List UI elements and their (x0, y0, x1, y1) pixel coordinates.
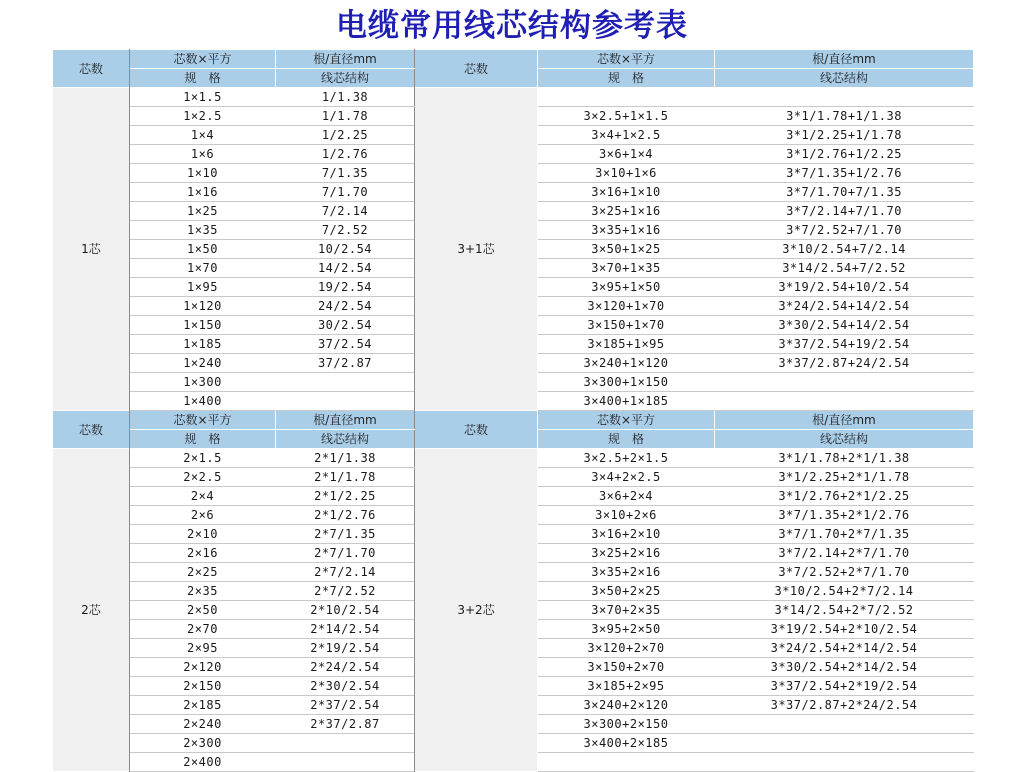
structure-cell: 3*1/2.76+2*1/2.25 (715, 487, 974, 506)
header-core-count-right: 芯数 (415, 50, 538, 88)
structure-cell: 3*7/1.70+2*7/1.35 (715, 525, 974, 544)
spec-cell: 2×4 (130, 487, 276, 506)
structure-cell (276, 392, 415, 411)
spec-cell: 3×70+1×35 (538, 259, 715, 278)
structure-cell: 3*37/2.87+2*24/2.54 (715, 696, 974, 715)
header-core-count-right: 芯数 (415, 411, 538, 449)
structure-cell: 3*37/2.54+2*19/2.54 (715, 677, 974, 696)
spec-cell: 1×70 (130, 259, 276, 278)
header-row-top (53, 411, 974, 430)
spec-cell: 1×10 (130, 164, 276, 183)
header-spec-bottom: 规 格 (538, 430, 715, 449)
page-title: 电缆常用线芯结构参考表 (336, 8, 688, 44)
spec-cell: 2×1.5 (130, 449, 276, 468)
structure-cell: 2*7/1.35 (276, 525, 415, 544)
structure-cell: 3*24/2.54+2*14/2.54 (715, 639, 974, 658)
header-spec-top: 芯数×平方 (538, 411, 715, 430)
spec-cell: 3×95+2×50 (538, 620, 715, 639)
structure-cell (276, 373, 415, 392)
spec-cell: 1×2.5 (130, 107, 276, 126)
structure-cell: 10/2.54 (276, 240, 415, 259)
structure-cell: 3*37/2.87+24/2.54 (715, 354, 974, 373)
spec-cell: 3×50+1×25 (538, 240, 715, 259)
structure-cell: 2*7/1.70 (276, 544, 415, 563)
spec-cell: 3×300+2×150 (538, 715, 715, 734)
structure-cell: 2*10/2.54 (276, 601, 415, 620)
structure-cell: 2*14/2.54 (276, 620, 415, 639)
spec-cell: 3×150+2×70 (538, 658, 715, 677)
spec-cell: 3×25+2×16 (538, 544, 715, 563)
structure-cell (715, 715, 974, 734)
structure-cell: 2*1/2.25 (276, 487, 415, 506)
spec-cell: 3×4+1×2.5 (538, 126, 715, 145)
spec-cell: 1×25 (130, 202, 276, 221)
spec-cell: 3×120+2×70 (538, 639, 715, 658)
spec-cell: 2×120 (130, 658, 276, 677)
spec-cell: 2×300 (130, 734, 276, 753)
structure-cell: 2*7/2.14 (276, 563, 415, 582)
group-label-left: 2芯 (53, 449, 130, 772)
structure-cell: 3*7/1.70+7/1.35 (715, 183, 974, 202)
structure-cell: 14/2.54 (276, 259, 415, 278)
spec-cell: 1×400 (130, 392, 276, 411)
header-spec-bottom: 规 格 (538, 69, 715, 88)
header-struct-top: 根/直径mm (276, 50, 415, 69)
structure-cell: 3*19/2.54+10/2.54 (715, 278, 974, 297)
spec-cell: 2×185 (130, 696, 276, 715)
spec-cell: 2×25 (130, 563, 276, 582)
structure-cell: 3*24/2.54+14/2.54 (715, 297, 974, 316)
header-struct-top: 根/直径mm (715, 50, 974, 69)
spec-cell: 1×185 (130, 335, 276, 354)
structure-cell: 3*1/2.25+2*1/1.78 (715, 468, 974, 487)
spec-cell: 2×2.5 (130, 468, 276, 487)
header-struct-bottom: 线芯结构 (715, 430, 974, 449)
structure-cell: 3*10/2.54+2*7/2.14 (715, 582, 974, 601)
structure-cell: 3*1/2.25+1/1.78 (715, 126, 974, 145)
spec-cell: 2×35 (130, 582, 276, 601)
spec-cell: 3×35+2×16 (538, 563, 715, 582)
structure-cell (715, 392, 974, 411)
spec-cell: 2×6 (130, 506, 276, 525)
spec-cell (538, 753, 715, 772)
spec-cell: 3×300+1×150 (538, 373, 715, 392)
spec-cell: 3×185+1×95 (538, 335, 715, 354)
structure-cell: 19/2.54 (276, 278, 415, 297)
spec-cell: 2×400 (130, 753, 276, 772)
structure-cell: 1/2.25 (276, 126, 415, 145)
spec-cell: 2×95 (130, 639, 276, 658)
structure-cell: 37/2.87 (276, 354, 415, 373)
structure-cell: 2*1/1.38 (276, 449, 415, 468)
structure-cell (715, 373, 974, 392)
spec-cell: 3×16+1×10 (538, 183, 715, 202)
spec-cell (538, 88, 715, 107)
spec-cell: 1×120 (130, 297, 276, 316)
structure-cell: 7/2.14 (276, 202, 415, 221)
header-struct-bottom: 线芯结构 (276, 430, 415, 449)
structure-cell (276, 734, 415, 753)
spec-cell: 3×95+1×50 (538, 278, 715, 297)
spec-cell: 3×50+2×25 (538, 582, 715, 601)
header-core-count-left: 芯数 (53, 50, 130, 88)
structure-cell: 30/2.54 (276, 316, 415, 335)
structure-cell: 3*7/1.35+1/2.76 (715, 164, 974, 183)
spec-cell: 1×1.5 (130, 88, 276, 107)
structure-cell: 3*7/2.52+2*7/1.70 (715, 563, 974, 582)
structure-cell: 3*37/2.54+19/2.54 (715, 335, 974, 354)
structure-cell: 2*7/2.52 (276, 582, 415, 601)
header-core-count-left: 芯数 (53, 411, 130, 449)
header-spec-top: 芯数×平方 (130, 50, 276, 69)
spec-cell: 3×185+2×95 (538, 677, 715, 696)
cable-core-structure-table (52, 49, 974, 772)
spec-cell: 3×400+1×185 (538, 392, 715, 411)
spec-cell: 1×4 (130, 126, 276, 145)
header-row-top (53, 50, 974, 69)
table-row (53, 88, 974, 107)
structure-cell: 3*19/2.54+2*10/2.54 (715, 620, 974, 639)
spec-cell: 2×16 (130, 544, 276, 563)
structure-cell: 3*7/1.35+2*1/2.76 (715, 506, 974, 525)
spec-cell: 3×2.5+1×1.5 (538, 107, 715, 126)
spec-cell: 3×240+2×120 (538, 696, 715, 715)
spec-cell: 1×6 (130, 145, 276, 164)
structure-cell: 3*14/2.54+7/2.52 (715, 259, 974, 278)
spec-cell: 3×2.5+2×1.5 (538, 449, 715, 468)
header-struct-top: 根/直径mm (276, 411, 415, 430)
table-row (53, 449, 974, 468)
structure-cell: 3*30/2.54+2*14/2.54 (715, 658, 974, 677)
spec-cell: 3×240+1×120 (538, 354, 715, 373)
spec-cell: 1×16 (130, 183, 276, 202)
spec-cell: 3×4+2×2.5 (538, 468, 715, 487)
spec-cell: 3×10+2×6 (538, 506, 715, 525)
spec-cell: 2×150 (130, 677, 276, 696)
header-struct-top: 根/直径mm (715, 411, 974, 430)
spec-cell: 3×10+1×6 (538, 164, 715, 183)
header-struct-bottom: 线芯结构 (715, 69, 974, 88)
spec-cell: 3×25+1×16 (538, 202, 715, 221)
structure-cell: 2*1/2.76 (276, 506, 415, 525)
spec-cell: 2×70 (130, 620, 276, 639)
spec-cell: 1×240 (130, 354, 276, 373)
structure-cell: 3*30/2.54+14/2.54 (715, 316, 974, 335)
structure-cell: 3*7/2.52+7/1.70 (715, 221, 974, 240)
structure-cell: 37/2.54 (276, 335, 415, 354)
structure-cell: 7/2.52 (276, 221, 415, 240)
structure-cell (715, 734, 974, 753)
structure-cell: 7/1.70 (276, 183, 415, 202)
spec-cell: 3×16+2×10 (538, 525, 715, 544)
spec-cell: 3×70+2×35 (538, 601, 715, 620)
header-spec-top: 芯数×平方 (538, 50, 715, 69)
structure-cell: 2*19/2.54 (276, 639, 415, 658)
structure-cell: 3*7/2.14+2*7/1.70 (715, 544, 974, 563)
structure-cell: 3*1/1.78+2*1/1.38 (715, 449, 974, 468)
structure-cell: 2*37/2.54 (276, 696, 415, 715)
structure-cell: 3*10/2.54+7/2.14 (715, 240, 974, 259)
spec-cell: 1×300 (130, 373, 276, 392)
spec-cell: 2×10 (130, 525, 276, 544)
structure-cell (276, 753, 415, 772)
spec-cell: 2×240 (130, 715, 276, 734)
structure-cell: 7/1.35 (276, 164, 415, 183)
group-label-right: 3+2芯 (415, 449, 538, 772)
structure-cell: 2*30/2.54 (276, 677, 415, 696)
spec-cell: 1×95 (130, 278, 276, 297)
structure-cell: 2*1/1.78 (276, 468, 415, 487)
structure-cell (715, 88, 974, 107)
structure-cell: 3*1/2.76+1/2.25 (715, 145, 974, 164)
spec-cell: 3×35+1×16 (538, 221, 715, 240)
spec-cell: 1×150 (130, 316, 276, 335)
structure-cell: 1/1.38 (276, 88, 415, 107)
spec-cell: 3×120+1×70 (538, 297, 715, 316)
header-spec-bottom: 规 格 (130, 430, 276, 449)
group-label-left: 1芯 (53, 88, 130, 411)
structure-cell: 2*24/2.54 (276, 658, 415, 677)
spec-cell: 2×50 (130, 601, 276, 620)
structure-cell: 1/1.78 (276, 107, 415, 126)
header-spec-bottom: 规 格 (130, 69, 276, 88)
spec-cell: 1×35 (130, 221, 276, 240)
group-label-right: 3+1芯 (415, 88, 538, 411)
spec-cell: 1×50 (130, 240, 276, 259)
structure-cell: 3*7/2.14+7/1.70 (715, 202, 974, 221)
structure-cell: 24/2.54 (276, 297, 415, 316)
spec-cell: 3×6+2×4 (538, 487, 715, 506)
structure-cell: 3*1/1.78+1/1.38 (715, 107, 974, 126)
structure-cell: 3*14/2.54+2*7/2.52 (715, 601, 974, 620)
structure-cell: 1/2.76 (276, 145, 415, 164)
header-struct-bottom: 线芯结构 (276, 69, 415, 88)
spec-cell: 3×6+1×4 (538, 145, 715, 164)
structure-cell: 2*37/2.87 (276, 715, 415, 734)
spec-cell: 3×400+2×185 (538, 734, 715, 753)
spec-cell: 3×150+1×70 (538, 316, 715, 335)
header-spec-top: 芯数×平方 (130, 411, 276, 430)
structure-cell (715, 753, 974, 772)
